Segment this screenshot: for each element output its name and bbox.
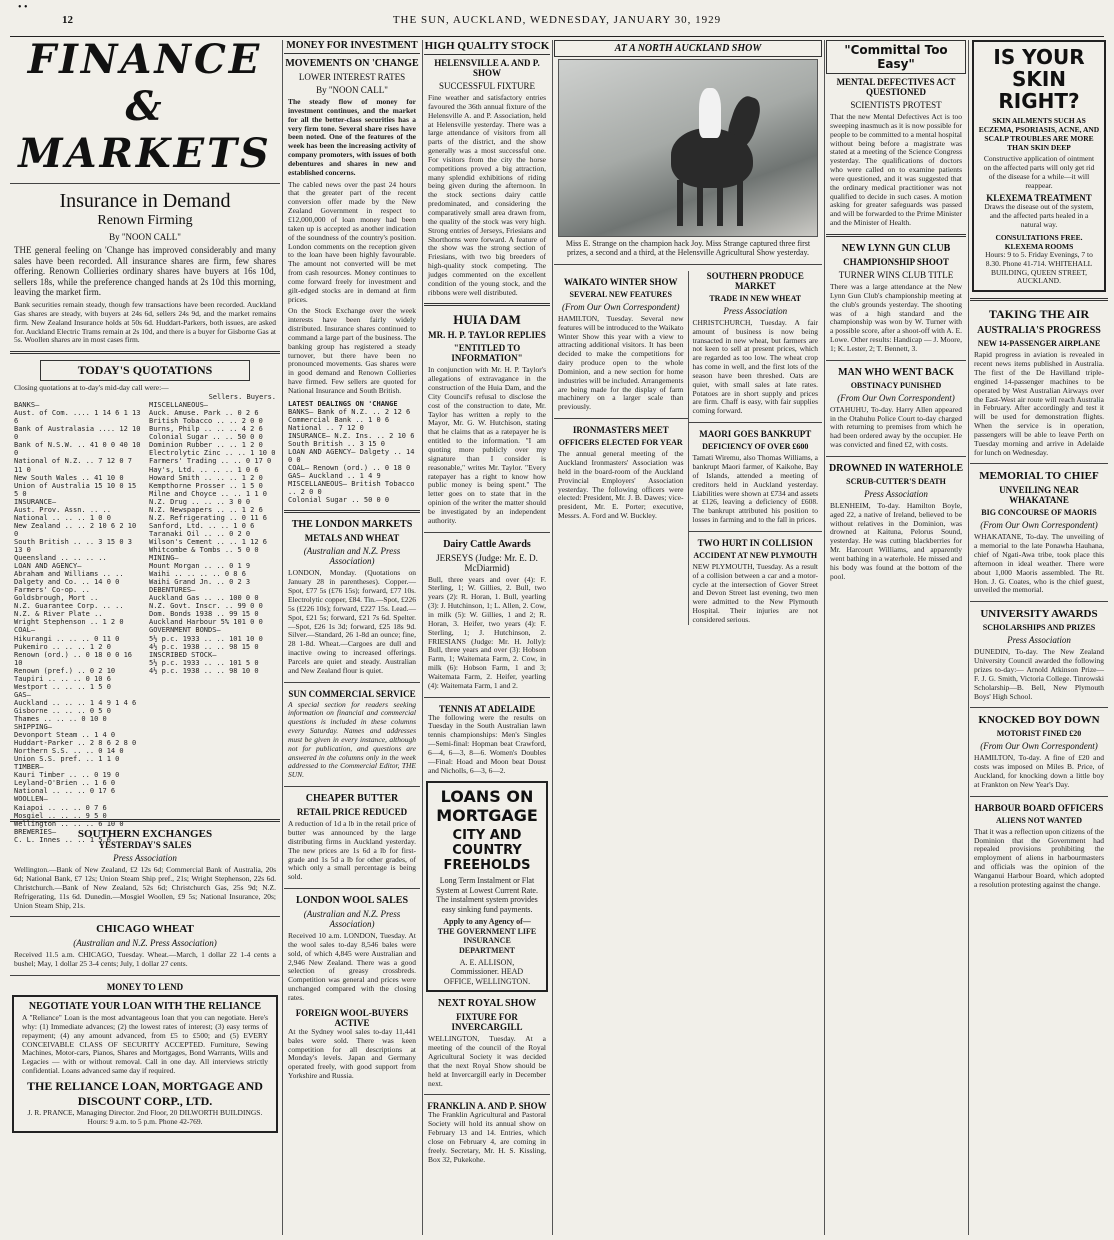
divider [554, 264, 822, 265]
ad-address: J. R. PRANCE, Managing Director. 2nd Floor, 20 DILWORTH BUILDINGS. Hours: 9 a.m. to 5 p.m. Phone 42-769. [27, 1107, 263, 1126]
wire-credit: (Australian and N.Z. Press Association) [303, 546, 401, 567]
horse-photo [558, 59, 818, 237]
divider [689, 531, 823, 532]
quote-row: Mount Morgan .. .. 0 1 9 [149, 562, 251, 571]
headline: MAN WHO WENT BACK [838, 366, 954, 378]
body-text: CHRISTCHURCH, Tuesday. A fair amount of business is now being transacted in new wheat, but farmers are not keen to sell at present prices, which are regarded as too low. The wheat crop has come in well, and the first lots of the season have been threshed. Oats are quiet, with small sales at late rates. Potatoes are in short supply and prices are firm. Chaff is easy, with fair supplies coming forward. [692, 317, 818, 416]
headline: MAORI GOES BANKRUPT [699, 429, 812, 440]
quote-row: Dalgety and Co. .. 14 0 0 [14, 578, 120, 587]
quote-row: N.Z. Drug .. .. .. 3 0 0 [149, 497, 251, 506]
quote-row: GAS— Auckland .. 1 4 9 [288, 472, 381, 481]
ad-text: Draws the disease out of the system, and the affected parts healed in a natural way. [984, 202, 1094, 230]
subheadline: MENTAL DEFECTIVES ACT QUESTIONED [836, 77, 956, 97]
body-text: Bank securities remain steady, though few transactions have been recorded. Auckland Gas shares are steady, with buyers at 24s 6d, sellers 24s 9d, and the market remains firm. New Zealand Insurance holds at 50s 6d. Huddart-Parkers, both issues, are asked for. Auckland Electric Trams remain at 2s 10d, and there is a buyer for Gisborne Gas at 5s. Woollen shares are in most cases firm. [14, 300, 276, 345]
quote-row: Pukemiro .. .. .. 1 2 0 [14, 642, 111, 651]
quote-row: BANKS— Bank of N.Z. .. 2 12 6 [288, 407, 411, 416]
subheadline: NEW 14-PASSENGER AIRPLANE [977, 339, 1101, 349]
quote-row: National .. 7 12 0 [288, 423, 364, 432]
headline: TAKING THE AIR [988, 307, 1090, 322]
subheadline: UNVEILING NEAR WHAKATANE [999, 485, 1079, 506]
quote-row: Auck. Amuse. Park .. 0 2 6 [149, 409, 259, 418]
body-text: OTAHUHU, To-day. Harry Allen appeared in the Otahuhu Police Court to-day charged with returning to premises from which he had been ordered away by the occupier. He was convicted and fined £2, with costs. [830, 404, 962, 450]
quote-row: MISCELLANEOUS— British Tobacco .. 2 0 0 [288, 480, 415, 497]
body-text: Fine weather and satisfactory entries favoured the 36th annual fixture of the Helensville A. and P. Association, held at Helensville yesterday. There was a large attendance of visitors from all parts of the district, and the show generally was a most successful one. For visitors from the city the horse competitions proved a big attraction, many splendid exhibitions of riding being given during the afternoon. In the stock sections dairy cattle predominated, and considering the comparatively small area drawn from, the quality of the stock was very high. Strong entries of Jerseys, Friesians and Shorthorns were forward. A feature of the show was the strong section of Friesians, with two big breeders of high-quality stock competing. The judges commented on the excellent condition of the young stock, and the ribbons were well distributed. [428, 93, 546, 297]
divider [826, 360, 966, 361]
quote-row: Sanford, Ltd. .. .. 1 0 6 [149, 521, 255, 530]
headline: WAIKATO WINTER SHOW [563, 276, 678, 287]
subheadline: Renown Firming [97, 213, 193, 228]
quote-row: Northern S.S. .. .. 0 14 0 [14, 747, 124, 756]
body-text: The following were the results on Tuesday in the South Australian lawn tennis championships: Men's Singles —Semi-final: Hopman beat Crawford, 6—4, 6—3, 8—6. Women's Doubles —Final: Hoad and Moon beat Doust and Nicholls, 6—3, 6—2. [428, 712, 546, 775]
quote-row: Dom. Bonds 1938 .. 99 15 0 [149, 610, 259, 619]
quote-row: Burns, Philp .. .. .. 4 2 6 [149, 425, 263, 434]
divider [10, 183, 280, 184]
news-column [826, 40, 966, 1235]
headline: MOVEMENTS ON 'CHANGE [285, 58, 419, 69]
quote-row: Auckland Harbour 5% 101 0 0 [149, 618, 263, 627]
quote-row: N.Z. Refrigerating .. 0 11 6 [149, 513, 268, 522]
headline: MONEY TO LEND [106, 982, 184, 993]
klexema-ad [972, 40, 1106, 292]
quotations-right [145, 401, 280, 813]
wire-credit: (From Our Own Correspondent) [980, 520, 1098, 531]
subheadline: SCIENTISTS PROTEST [850, 100, 942, 110]
section-title: FINANCE & MARKETS [18, 36, 272, 177]
quote-row: Renown (ord.) .. 0 18 0 0 16 10 [14, 650, 133, 667]
column-rule [824, 40, 825, 1235]
quote-row: Abraham and Williams .. .. [14, 570, 124, 579]
byline: By "NOON CALL" [316, 85, 388, 95]
quote-row: Mosgiel .. .. .. 9 5 0 [14, 811, 107, 820]
quote-row: British Tobacco .. .. 2 0 0 [149, 417, 263, 426]
headline: TENNIS AT ADELAIDE [438, 703, 536, 714]
divider [424, 532, 550, 533]
divider [284, 510, 420, 513]
quote-row: Westport .. .. .. 1 5 0 [14, 682, 111, 691]
subheadline: LOWER INTEREST RATES [298, 72, 406, 82]
subheadline: MOTORIST FINED £20 [996, 729, 1082, 739]
subheadline: YESTERDAY'S SALES [98, 840, 192, 851]
quote-row: Goldsbrough, Mort .. [14, 594, 99, 603]
headline: HARBOUR BOARD OFFICERS [974, 802, 1104, 813]
headline: TWO HURT IN COLLISION [697, 537, 813, 548]
quote-row: Wright Stephenson .. 1 2 0 [14, 618, 124, 627]
headline: DROWNED IN WATERHOLE [828, 462, 964, 474]
body-text: The Franklin Agricultural and Pastoral Society will hold its annual show on February 13 and 14. Entries, which close on February 4, are coming in freely. Secretary, Mr. H. S. Kissling, Box 32, Pukekohe. [428, 1110, 546, 1164]
horse-legs-shape [677, 180, 751, 226]
body-text: WELLINGTON, Tuesday. At a meeting of the council of the Royal Agricultural Society it was decided that the next Royal Show should be held at Invercargill early in December next. [428, 1034, 546, 1088]
wire-credit: (Australian and N.Z. Press Association) [73, 938, 217, 949]
ad-address: Hours: 9 to 5. Friday Evenings, 7 to 8.30. Phone 41-714. WHITEHALL BUILDING, QUEEN STREET, AUCKLAND. [985, 249, 1093, 286]
body-text: Received 10 a.m. LONDON, Tuesday. At the wool sales to-day 8,546 bales were sold, of which 4,845 were Australian and 2,946 New Zealand. There was a good selection of greasy crossbreds. Competition was general and prices were unchanged compared with the closing rates. [288, 931, 416, 1002]
divider [284, 786, 420, 787]
quote-row: Hay's, Ltd. .. .. .. 1 0 6 [149, 465, 259, 474]
headline: HIGH QUALITY STOCK [424, 40, 550, 55]
subheadline: "ENTITLED TO INFORMATION" [451, 343, 523, 364]
quote-row: Leyland-O'Brien .. 1 6 0 [14, 779, 116, 788]
subheadline: AUSTRALIA'S PROGRESS [977, 325, 1101, 337]
quote-row: Renown (pref.) .. 0 2 10 [14, 666, 116, 675]
subheadline: HELENSVILLE A. AND P. SHOW [434, 58, 540, 78]
headline: Insurance in Demand [59, 190, 231, 212]
quote-row: 5½ p.c. 1933 .. .. 101 5 0 [149, 658, 259, 667]
wire-credit: Press Association [723, 305, 788, 316]
divider [554, 418, 688, 419]
quote-row: Wilson's Cement .. .. 1 12 6 [149, 537, 268, 546]
quote-row: Kaiapoi .. .. .. 0 7 6 [14, 803, 107, 812]
quote-row: MINING— [149, 554, 179, 563]
quote-row: BREWERIES— [14, 827, 57, 836]
subheadline: TRADE IN NEW WHEAT [709, 293, 802, 303]
subheadline: RETAIL PRICE REDUCED [296, 807, 408, 818]
ad-product: KLEXEMA TREATMENT [986, 193, 1092, 204]
quote-row: 4½ p.c. 1938 .. .. 98 15 0 [149, 642, 259, 651]
quote-row: LATEST DEALINGS ON 'CHANGE [288, 399, 398, 408]
quote-row: Dominion Rubber .. .. 1 2 0 [149, 441, 263, 450]
headline: LONDON WOOL SALES [295, 895, 409, 907]
divider [826, 234, 966, 237]
divider [10, 975, 280, 976]
ad-subheadline: SKIN AILMENTS SUCH AS ECZEMA, PSORIASIS, ACNE, AND SCALP TROUBLES ARE MORE THAN SKIN DEEP [978, 116, 1100, 152]
quote-row: GAS— [14, 690, 31, 699]
body-text: NEW PLYMOUTH, Tuesday. As a result of a collision between a car and a motor-cycle at the intersection of Gover Street and Devon Street last evening, two men were admitted to the New Plymouth Hospital. Their injuries are not considered serious. [692, 561, 818, 624]
subheadline: FIXTURE FOR INVERCARGILL [451, 1012, 523, 1033]
ad-text: A. E. ALLISON, Commissioner. HEAD OFFICE, WELLINGTON. [443, 957, 531, 986]
ad-headline: IS YOUR SKIN RIGHT? [993, 45, 1085, 113]
quote-row: N.Z. Govt. Inscr. .. 99 0 0 [149, 602, 263, 611]
quote-row: Milne and Choyce .. .. 1 1 0 [149, 489, 268, 498]
body-text: BLENHEIM, To-day. Hamilton Boyle, aged 22, a native of Ireland, believed to be without relatives in the Dominion, was drowned at Kaituna, Pelorus Sound, yesterday. He was cutting blackberries for Mr. Harcourt Williams, and apparently went bathing in a waterhole. He missed and his body was found at the bottom of the pool. [830, 500, 962, 581]
quote-row: INSURANCE— N.Z. Ins. .. 2 10 6 [288, 432, 415, 441]
quote-row: Commercial Bank .. 1 0 6 [288, 415, 390, 424]
corner-marks: • • [18, 2, 28, 13]
headline: THE LONDON MARKETS [291, 519, 413, 531]
body-text: Rapid progress in aviation is revealed in recent news items published in Australia. The first of the De Havilland triple-engined 14-passenger machines to be operated by West Australian Airways over the East-West air route will reach Australia in February. After accordingly and test it will be used for demonstration flights. When the service is in operation, passengers will be able to leave Perth on Tuesday morning and arrive in Adelaide for lunch on Wednesday. [974, 350, 1104, 457]
subheadline: ALIENS NOT WANTED [996, 815, 1082, 825]
body-text: The annual general meeting of the Auckland Ironmasters' Association was held in the board-room of the Auckland Provincial Employers' Association yesterday. The following officers were elected: President, Mr. J. B. Dawes; vice-president, Mr. E. Porter; executive, Messrs. A. Ford and W. Buckley. [558, 449, 684, 521]
quote-row: National of N.Z. .. 7 12 0 7 11 0 [14, 457, 133, 474]
wire-credit: (From Our Own Correspondent) [837, 392, 955, 403]
quote-row: South British .. 3 15 0 [288, 440, 385, 449]
body-text: That it was a reflection upon citizens of the Dominion that the Government had repealed provisions prohibiting the employment of aliens in harbourmasters and officials was the opinion of the Wanganui Harbour Board, which adopted a resolution protesting against the change. [974, 826, 1104, 889]
quote-row: Thames .. .. .. 0 10 0 [14, 714, 107, 723]
quote-row: Colonial Sugar .. .. 50 0 0 [149, 433, 263, 442]
finance-column [10, 36, 280, 1235]
quote-row: GOVERNMENT BONDS— [149, 626, 221, 635]
ad-product: CONSULTATIONS FREE. KLEXEMA ROOMS [995, 232, 1083, 251]
body-text: At the Sydney wool sales to-day 11,441 bales were sold. There was keen competition for all descriptions at Monday's levels. Japan and Germany operated freely, with good support from Yorkshire and Russia. [288, 1026, 416, 1081]
quotations-column-heads: Sellers. Buyers. [208, 393, 276, 402]
subheadline: SCRUB-CUTTER'S DEATH [846, 476, 946, 486]
quote-row: DEBENTURES— [149, 586, 196, 595]
government-loans-ad [426, 781, 548, 992]
quote-row: Bank of N.S.W. .. 41 0 0 40 10 0 [14, 441, 141, 458]
divider [284, 888, 420, 889]
subheadline: OBSTINACY PUNISHED [850, 380, 942, 390]
divider [10, 916, 280, 917]
divider [970, 707, 1108, 708]
divider [826, 456, 966, 457]
quote-row: Union of Australia 15 10 0 15 5 0 [14, 481, 137, 498]
column-rule [552, 40, 553, 1235]
divider [970, 463, 1108, 464]
quote-row: New Zealand .. .. 2 10 6 2 10 0 [14, 521, 137, 538]
divider [424, 697, 550, 698]
body-text: On the Stock Exchange over the week interests have been fairly widely distributed. Insurance shares continued to command a large part of the business. The banking group has registered a steady turnover, but there have been no pronounced movements. Gas shares were in good demand and Renown Collieries have firmed. Few sellers are quoted for National Insurance and South British. [288, 306, 416, 395]
quote-row: Gisborne .. .. .. 0 5 0 [14, 706, 111, 715]
quote-row: COAL— Renown (ord.) .. 0 18 0 [288, 464, 411, 473]
quote-row: Huddart-Parker .. 2 8 6 2 8 0 [14, 739, 137, 748]
wire-credit: (From Our Own Correspondent) [561, 301, 680, 312]
quote-row: LOAN AND AGENCY— [14, 562, 82, 571]
photo-heading: AT A NORTH AUCKLAND SHOW [554, 40, 822, 57]
lead-paragraph: THE general feeling on 'Change has improved considerably and many sales have been recorded. All insurance shares are firm, few shares offering. Renown Collieries ordinary shares have buyers at 16s 10d, sellers 18s, while the preference changed hands at 2s 10d this morning, leaving the market firm. [14, 245, 276, 298]
quote-row: BANKS— [14, 401, 40, 410]
headline: UNIVERSITY AWARDS [980, 608, 1098, 621]
divider [10, 351, 280, 354]
photo-caption: Miss E. Strange on the champion hack Joy. Miss Strange captured three first prizes, a second and a third, at the Helensville Agricultural Show yesterday. [565, 239, 811, 258]
wire-credit: Press Association [1007, 635, 1071, 646]
quote-row: Taupiri .. .. .. 0 10 6 [14, 674, 111, 683]
right-subcolumn [688, 271, 823, 625]
quote-row: WOOLLEN— [14, 795, 48, 804]
wire-credit: Press Association [864, 488, 928, 499]
body-text: The cabled news over the past 24 hours that the greater part of the recent conversion offer made by the New Zealand Government in respect to £12,000,000 of loan money had been taken up is accepted as another indication of the soundness of the country's position. London comments on the reception given to the loan have been highly favourable. The amount not converted will be met from cash resources. Money continues to come forward freely for investment and gilt-edged stocks are in demand at firm prices. [288, 179, 416, 304]
divider [970, 298, 1108, 301]
subheadline: SEVERAL NEW FEATURES [569, 289, 672, 299]
body-text: Received 11.5 a.m. CHICAGO, Tuesday. Wheat.—March, 1 dollar 22 1-4 cents a bushel; May, 1 dollar 25 3-4 cents; July, 1 dollar 27 cents. [14, 950, 276, 969]
headline: CHEAPER BUTTER [305, 793, 399, 805]
quote-row: Devonport Steam .. 1 4 0 [14, 731, 116, 740]
quote-row: Howard Smith .. .. .. 1 2 0 [149, 473, 263, 482]
paper-dateline: THE SUN, AUCKLAND, WEDNESDAY, JANUARY 30, 1929 [392, 14, 722, 26]
body-text: HAMILTON, To-day. A fine of £20 and costs was imposed on Miles B. Price, of Auckland, for knocking down a little boy at Frankton on New Year's Day. [974, 753, 1104, 789]
quote-row: C. L. Innes .. .. 1 5 6 [14, 835, 111, 844]
subheadline: OFFICERS ELECTED FOR YEAR [558, 438, 683, 448]
body-text: In conjunction with Mr. H. P. Taylor's allegations of extravagance in the construction of the Huia Dam, and the City Council's refusal to disclose the cost of the construction to date, Mr. Taylor has written a reply to the Mayor, Mr. G. W. Hutchison, stating that he claims that as a ratepayer he is entitled to the information. "I am quoting more publicly over my signature than I consider is reasonable," writes Mr. Taylor. "Every ratepayer has a right to know how public money is being spent." The letter goes on to state that in the opinion of the writer the matter should be investigated by an independent authority. [428, 365, 546, 525]
headline: Dairy Cattle Awards [443, 538, 531, 550]
quotations-heading: TODAY'S QUOTATIONS [40, 360, 250, 381]
ad-headline: NEGOTIATE YOUR LOAN WITH THE RELIANCE [28, 1001, 262, 1013]
ad-company: THE RELIANCE LOAN, MORTGAGE AND DISCOUNT CORP., LTD. [27, 1078, 263, 1108]
rider-shape [699, 88, 721, 138]
left-subcolumn [554, 271, 688, 625]
divider [424, 1094, 550, 1095]
body-text: WHAKATANE, To-day. The unveiling of a memorial to the late Ponawha Hauhana, chief of Ngati-Awa tribe, took place this afternoon in ideal weather. There were about 1,000 Maoris assembled. The Rt. Hon. J. G. Coates, who is the chief guest, unveiled the memorial. [974, 532, 1104, 595]
column-rule [422, 40, 423, 1235]
quote-row: MISCELLANEOUS— [149, 401, 209, 410]
show-column [424, 40, 550, 1235]
body-text: A reduction of 1d a lb in the retail price of butter was announced by the large distributing firms in Auckland yesterday. The new prices are 1s 6d a lb for first-grade and 1s 5d a lb for other grades, of which only a small percentage is being sold. [288, 819, 416, 882]
quote-row: N.Z. & River Plate .. [14, 610, 103, 619]
headline: HUIA DAM [453, 312, 521, 328]
wire-credit: (From Our Own Correspondent) [980, 741, 1098, 752]
ad-headline: CITY AND COUNTRY FREEHOLDS [443, 828, 531, 874]
quote-row: Farmers' Co-op. .. [14, 586, 90, 595]
latest-dealings [284, 400, 420, 505]
wire-credit: Press Association [113, 853, 177, 864]
quote-row: Waihi .. .. .. .. 0 8 6 [149, 570, 246, 579]
quote-row: Union S.S. pref. .. 1 1 0 [14, 755, 120, 764]
quote-row: Wellington .. .. .. 6 10 0 [14, 819, 124, 828]
headline: FRANKLIN A. AND P. SHOW [427, 1101, 547, 1112]
quote-row: SHIPPING— [14, 723, 52, 732]
quote-row: Waihi Grand Jn. .. 0 2 3 [149, 578, 251, 587]
subheadline: CHAMPIONSHIP SHOOT [843, 256, 949, 267]
quote-row: COAL— [14, 626, 36, 635]
quote-row: INSCRIBED STOCK— [149, 650, 217, 659]
subheadline: JERSEYS (Judge: Mr. E. D. McDiarmid) [436, 552, 538, 573]
subheadline: SCHOLARSHIPS AND PRIZES [982, 623, 1096, 633]
quote-row: Auckland .. .. .. 1 4 9 1 4 6 [14, 698, 137, 707]
headline: NEXT ROYAL SHOW [437, 998, 537, 1010]
reliance-loan-ad [12, 995, 278, 1133]
quotations-note: Closing quotations at to-day's mid-day call were:— [14, 383, 169, 393]
divider [284, 682, 420, 683]
column-rule [968, 40, 969, 1235]
headline: NEW LYNN GUN CLUB [841, 242, 951, 254]
subheadline: METALS AND WHEAT [304, 533, 400, 544]
quote-row: Bank of Australasia .... 12 10 0 [14, 425, 141, 442]
quote-row: 4½ p.c. 1938 .. .. 98 10 0 [149, 666, 259, 675]
divider [970, 601, 1108, 602]
byline: By "NOON CALL" [109, 232, 181, 242]
subheadline: MR. H. P. TAYLOR REPLIES [428, 330, 546, 341]
ads-news-column [970, 40, 1108, 1235]
quote-row: Kempthorne Prosser .. 1 5 0 [149, 481, 263, 490]
two-column-block [554, 271, 822, 625]
page-number: 12 [62, 14, 73, 26]
divider [424, 303, 550, 306]
quote-row: Colonial Sugar .. 50 0 0 [288, 496, 390, 505]
quote-row: INSURANCE— [14, 497, 57, 506]
body-text: Bull, three years and over (4): F. Sterling, 1; W. Gillies, 2. Bull, two years (2): R. Horan, 1. Bull, yearling (3): J. Hutchinson, 1; L. Allen, 2. Cow, in milk (5): W. Gillies, 1 and 2; R. Horan, 3. Heifer, two years (4): F. Sterling, 1; J. Hutchinson, 2. FRIESIANS (Judge: Mr. H. Jolly): Bull, three years and over (3): Hobson Farm, 1; Waitemata Farm, 2. Cow, in milk (6): Hobson Farm, 1 and 3; Waitemata Farm, 2. Heifer, yearling (4): Waitemata Farm, 1 and 2. [428, 574, 546, 690]
quote-row: Kauri Timber .. .. 0 19 0 [14, 771, 120, 780]
subheadline: SUCCESSFUL FIXTURE [439, 81, 535, 91]
quote-row: N.Z. Newspapers .. .. 1 2 6 [149, 505, 263, 514]
subheadline: ACCIDENT AT NEW PLYMOUTH [693, 550, 818, 560]
quote-row: Auckland Gas .. .. 100 0 0 [149, 594, 259, 603]
body-text: Wellington.—Bank of New Zealand, £2 12s 6d; Commercial Bank of Australia, 20s 6d; National Bank, £7 12s; Union Steam Ship pref., 21s; Wright Stephenson, 22s 6d. Christchurch.—Bank of New Zealand, 52s 6d; Christchurch Gas, 25s 9d; N.Z. Refrigerating, 11s 6d. Dunedin.—Mosgiel Woollen, £9 5s; National Insurance, 20s; Union Steam Ship, 21s. [14, 865, 276, 910]
quote-row: Farmers' Trading .. .. 0 17 0 [149, 457, 272, 466]
headline: IRONMASTERS MEET [572, 425, 669, 436]
wire-credit: (Australian and N.Z. Press Association) [303, 909, 401, 930]
quote-row: LOAN AND AGENCY— Dalgety .. 14 0 0 [288, 448, 415, 465]
quote-row: Hikurangi .. .. .. 0 11 0 [14, 634, 120, 643]
quote-row: TIMBER— [14, 763, 44, 772]
quote-row: Taranaki Oil .. .. 0 2 0 [149, 529, 251, 538]
headline: MONEY FOR INVESTMENT [284, 40, 420, 54]
headline: SOUTHERN EXCHANGES [77, 828, 213, 841]
subheadline: DEFICIENCY OF OVER £600 [702, 442, 809, 452]
lead-paragraph: The steady flow of money for investment continues, and the market for all the better-class securities has a very firm tone. Several share rises have been noted. One of the features of the week has been the increasing activity of company promoters, with issues of both debentures and shares in new and established concerns. [288, 97, 416, 177]
quote-row: National .. .. .. 1 0 0 [14, 513, 111, 522]
body-text: LONDON, Monday. (Quotations on January 28 in parentheses). Copper.—Spot, £77 5s (£76 15s); forward, £77 10s. Electrolytic copper, £84. Tin.—Spot, £226 5s (£226 10s); forward, £227 15s. Lead.—Spot, £21 5s; forward, £21 7s 6d. Spelter.—Spot, £26 1s 3d; forward, £25 18s 9d. Silver.—Standard, 26 1-8d an ounce; fine, 28 1-8d. Wheat.—Cargoes are dull and inactive owing to increased offerings. Parcels are quiet and steady. Australian and New Zealand flour is quiet. [288, 568, 416, 675]
quote-row: Aust. of Com. .... 1 14 6 1 13 6 [14, 409, 141, 426]
ad-text: Apply to any Agency of— THE GOVERNMENT LIFE INSURANCE DEPARTMENT [437, 917, 537, 955]
subheadline: BIG CONCOURSE OF MAORIS [981, 508, 1097, 518]
headline: SUN COMMERCIAL SERVICE [288, 688, 416, 699]
headline: KNOCKED BOY DOWN [978, 714, 1100, 727]
subheadline: TURNER WINS CLUB TITLE [838, 269, 954, 280]
divider [970, 796, 1108, 797]
headline: MEMORIAL TO CHIEF [979, 470, 1099, 483]
ad-text: Long Term Instalment or Flat System at Lowest Current Rate. The instalment system provides easy sinking fund payments. [436, 876, 538, 914]
body-text: HAMILTON, Tuesday. Several new features will be introduced to the Waikato Winter Show this year with a view to attracting additional visitors. It has been decided to make the competitions for dairy produce open to the whole Dominion, and a new section for home industries will be included. Arrangements are being made for the display of farm machinery on a larger scale than previously. [558, 313, 684, 412]
quote-row: Queensland .. .. .. .. [14, 554, 107, 563]
headline: SOUTHERN PRODUCE MARKET [706, 270, 804, 291]
ad-text: A "Reliance" Loan is the most advantageous loan that you can negotiate. Here's why: (1) Immediate advances; (2) the lowest rates of interest; (3) easy terms of repayment; (4) any amount advanced, from £5 to £500; and (5) EVERY CONCEIVABLE CLASS OF SECURITY ACCEPTED. Furniture, Sewing Machines, Motor-cars, Pianos, Shares and Mortgages, Bond Warrants, Wills and Legacies — with or without removal. Call in one day. All interviews strictly confidential. Loans advanced same day if required. [22, 1013, 268, 1076]
headline: "Committal Too Easy" [826, 40, 966, 74]
headline: CHICAGO WHEAT [96, 923, 194, 936]
quote-row: South British .. .. 3 15 0 3 13 0 [14, 537, 133, 554]
body-text: That the new Mental Defectives Act is too sweeping inasmuch as it is now possible for people to be committed to a mental hospital without being before a magistrate was stated at a meeting of the Science Congress yesterday. The qualifications of doctors who were called on to examine patients were questioned, and it was suggested that the ordinary medical practitioner was not qualified to decide in such cases. A motion asking for greater safeguards was passed and will be forwarded to the Prime Minister and the Minister of Health. [830, 112, 962, 228]
quote-row: 5½ p.c. 1933 .. .. 101 10 0 [149, 634, 263, 643]
quote-row: Aust. Prov. Assn. .. .. [14, 505, 111, 514]
ad-text: Constructive application of ointment on the affected parts will only get rid of the disease for a while—it will reappear. [983, 154, 1095, 190]
money-column [284, 40, 420, 1235]
body-text: DUNEDIN, To-day. The New Zealand University Council awarded the following prizes to-day:— Arnold Atkinson Prize—F. J. G. Smith, Victoria College. Tinrowski Scholarship—B. Bell, New Plymouth Boys' High School. [974, 647, 1104, 701]
headline: FOREIGN WOOL-BUYERS ACTIVE [295, 1007, 409, 1028]
quote-row: Whitcombe & Tombs .. 5 0 0 [149, 546, 259, 554]
body-text: There was a large attendance at the New Lynn Gun Club's championship meeting at the club's grounds yesterday. The shooting was of a high standard and the championship was won by W. Turner with a possible score, after a shoot-off with A. E. Lowe. Other results: Handicap — J. Moore, 1; K. Lester, 2; T. Bennett, 3. [830, 281, 962, 353]
quote-row: Electrolytic Zinc .. .. 1 10 0 [149, 449, 276, 458]
ad-headline: LOANS ON MORTGAGE [436, 787, 538, 826]
photo-produce-column [554, 40, 822, 1235]
quote-row: National .. .. .. 0 17 6 [14, 787, 116, 796]
quote-row: N.Z. Guarantee Corp. .. .. [14, 602, 124, 611]
quote-row: New South Wales .. 41 10 0 [14, 473, 124, 482]
divider [689, 422, 823, 423]
column-rule [282, 40, 283, 1235]
body-text: A special section for readers seeking information on financial and commercial questions is included in these columns every Saturday. Names and addresses must be given in every instance, although not for publication, and questions are answered in the columns only in the week addressed to the Commercial Editor, THE SUN. [288, 699, 416, 780]
body-text: Tamati Wiremu, also Thomas Williams, a bankrupt Maori farmer, of Kaikohe, Bay of Islands, attended a meeting of creditors held in Auckland yesterday. Liabilities were shown at £734 and assets at £126, leaving a deficiency of £608. The bankrupt attributed his position to losses in farming and to the fall in prices. [692, 453, 818, 525]
